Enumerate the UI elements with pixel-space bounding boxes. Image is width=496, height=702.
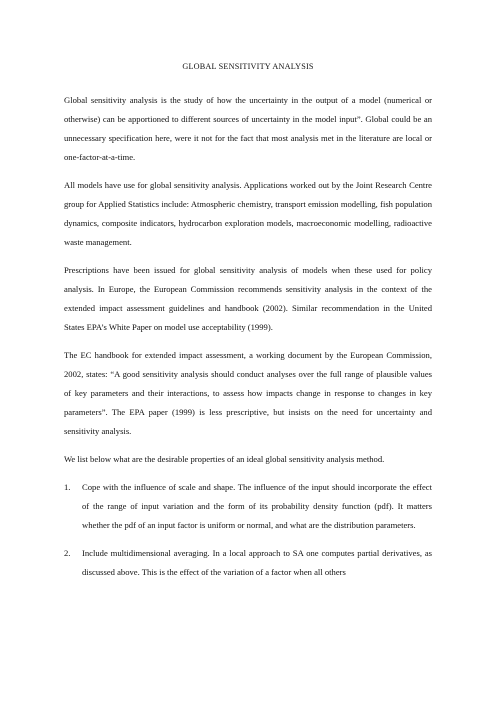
document-page — [64, 62, 432, 591]
list-item-text: Include multidimensional averaging. In a local approach to SA one computes partial derivatives, as discussed above. This is the effect of the variation of a factor when all others — [82, 548, 432, 577]
paragraph-list-intro: We list below what are the desirable properties of an ideal global sensitivity analysis method. — [64, 454, 385, 464]
paragraph-ec-handbook: The EC handbook for extended impact assessment, a working document by the European Commission, 2002, states: “A good sensitivity analysis should conduct analyses over the full range of plausible values of key parameters and their interactions, to assess how impacts change in response to changes in key parameters”. The EPA paper (1999) is less prescriptive, but insists on the need for uncertainty and sensitivity analysis. — [64, 350, 432, 436]
list-item-number: 1. — [64, 482, 71, 492]
properties-list — [64, 478, 432, 582]
paragraph-definition: Global sensitivity analysis is the study of how the uncertainty in the output of a model (numerical or otherwise) can be apportioned to different sources of uncertainty in the model input”. Global could be an unnecessary specification here, were it not for the fact that most analysis met in the literature are local or one-factor-at-a-time. — [64, 95, 432, 162]
list-item-number: 2. — [64, 548, 71, 558]
list-item — [64, 544, 432, 582]
paragraph-applications: All models have use for global sensitivity analysis. Applications worked out by the Joint Research Centre group for Applied Statistics include: Atmospheric chemistry, transport emission modelling, fish population dynamics, composite indicators, hydrocarbon exploration models, macroeconomic modelling, radioactive waste management. — [64, 180, 432, 247]
document-title: GLOBAL SENSITIVITY ANALYSIS — [182, 62, 314, 71]
list-item — [64, 478, 432, 535]
list-item-text: Cope with the influence of scale and shape. The influence of the input should incorporate the effect of the range of input variation and the form of its probability density function (pdf). It matters whether the pdf of an input factor is uniform or normal, and what are the distribution parameters. — [82, 482, 432, 530]
paragraph-prescriptions: Prescriptions have been issued for global sensitivity analysis of models when these used for policy analysis. In Europe, the European Commission recommends sensitivity analysis in the context of the extended impact assessment guidelines and handbook (2002). Similar recommendation in the United States EPA’s White Paper on model use acceptability (1999). — [64, 265, 432, 332]
